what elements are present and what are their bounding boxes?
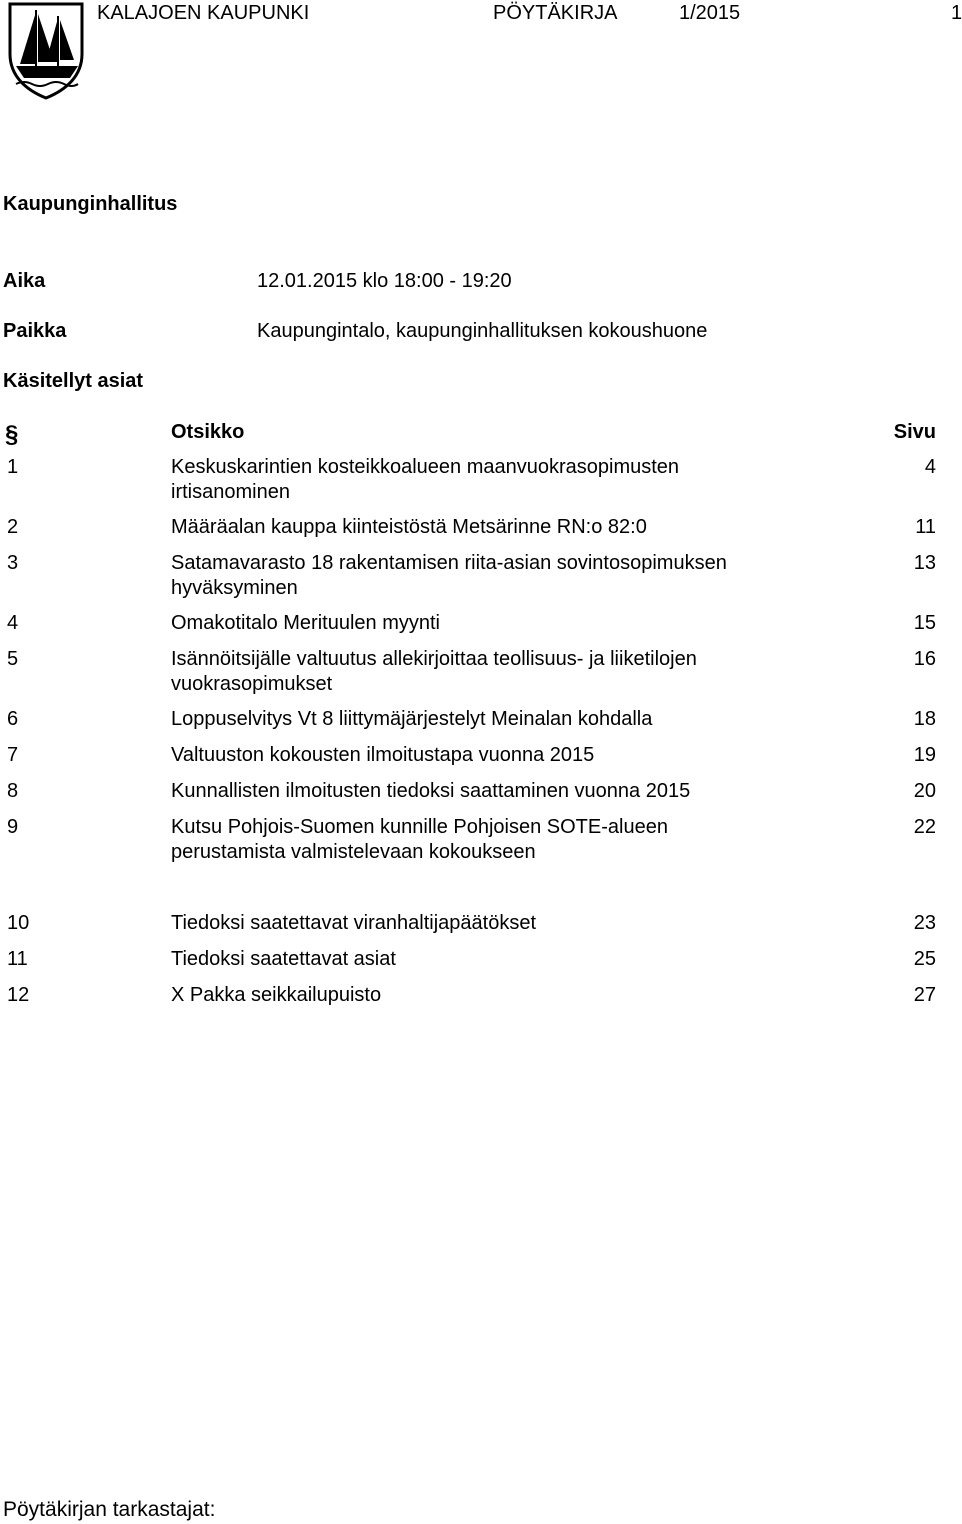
document-type: PÖYTÄKIRJA	[493, 2, 618, 24]
item-number: 7	[7, 744, 19, 766]
item-page: 18	[913, 708, 936, 730]
item-number: 8	[7, 780, 19, 802]
time-value: 12.01.2015 klo 18:00 - 19:20	[257, 270, 512, 292]
item-number: 10	[7, 912, 30, 934]
item-title: Tiedoksi saatettavat asiat	[171, 948, 396, 970]
section-sign-icon	[4, 420, 18, 448]
item-number: 3	[7, 552, 19, 574]
column-header-page: Sivu	[893, 421, 936, 443]
item-title: Valtuuston kokousten ilmoitustapa vuonna 2015	[171, 744, 595, 766]
item-page: 19	[913, 744, 936, 766]
item-page: 11	[915, 516, 936, 538]
item-title: Satamavarasto 18 rakentamisen riita-asian sovintosopimuksen hyväksyminen	[171, 552, 727, 599]
meeting-body: Kaupunginhallitus	[3, 193, 178, 215]
svg-text:§: §	[5, 421, 19, 448]
item-number: 9	[7, 816, 19, 838]
item-number: 4	[7, 612, 19, 634]
time-label: Aika	[3, 270, 46, 292]
item-page: 22	[913, 816, 936, 838]
item-number: 1	[7, 456, 19, 478]
item-title: Kunnallisten ilmoitusten tiedoksi saattaminen vuonna 2015	[171, 780, 691, 802]
minutes-reviewers-label: Pöytäkirjan tarkastajat:	[3, 1498, 216, 1521]
item-title: Tiedoksi saatettavat viranhaltijapäätökset	[171, 912, 537, 934]
item-title: Loppuselvitys Vt 8 liittymäjärjestelyt Meinalan kohdalla	[171, 708, 653, 730]
item-page: 23	[913, 912, 936, 934]
item-page: 27	[913, 984, 936, 1006]
place-label: Paikka	[3, 320, 67, 342]
item-title: Määräalan kauppa kiinteistöstä Metsärinne RN:o 82:0	[171, 516, 647, 538]
item-title: Isännöitsijälle valtuutus allekirjoittaa teollisuus- ja liiketilojen vuokrasopimukset	[171, 648, 697, 695]
item-page: 20	[913, 780, 936, 802]
item-title: X Pakka seikkailupuisto	[171, 984, 382, 1006]
item-page: 25	[913, 948, 936, 970]
column-header-title: Otsikko	[171, 421, 245, 443]
item-number: 12	[7, 984, 30, 1006]
handled-items-label: Käsitellyt asiat	[3, 370, 144, 392]
item-page: 16	[913, 648, 936, 670]
item-page: 4	[924, 456, 936, 478]
item-page: 13	[913, 552, 936, 574]
item-number: 6	[7, 708, 19, 730]
item-number: 11	[7, 948, 28, 970]
item-title: Omakotitalo Merituulen myynti	[171, 612, 440, 634]
municipality-name: KALAJOEN KAUPUNKI	[97, 2, 310, 24]
coat-of-arms-icon	[6, 2, 86, 100]
item-number: 2	[7, 516, 19, 538]
item-title: Keskuskarintien kosteikkoalueen maanvuokrasopimusten irtisanominen	[171, 456, 680, 503]
item-page: 15	[913, 612, 936, 634]
page-number: 1	[951, 2, 962, 24]
document-number: 1/2015	[679, 2, 741, 24]
item-number: 5	[7, 648, 19, 670]
place-value: Kaupungintalo, kaupunginhallituksen kokoushuone	[257, 320, 708, 342]
item-title: Kutsu Pohjois-Suomen kunnille Pohjoisen SOTE-alueen perustamista valmistelevaan kokoukseen	[171, 816, 668, 863]
